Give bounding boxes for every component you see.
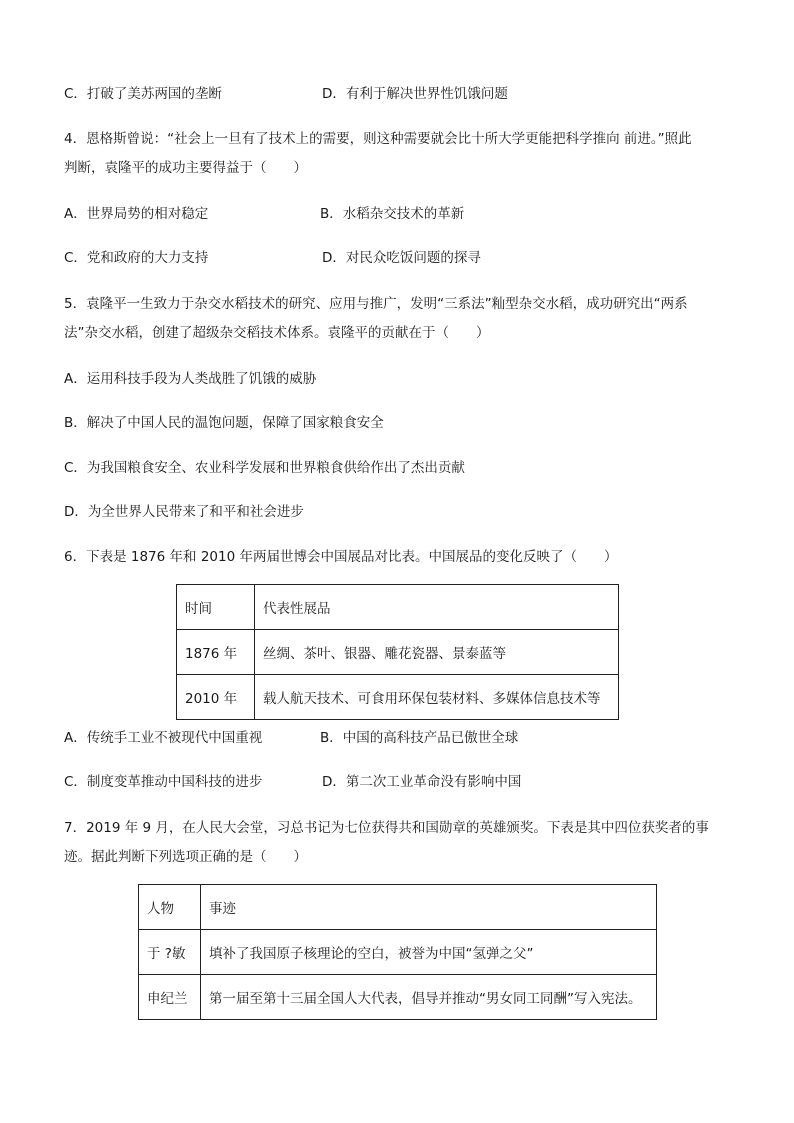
q6-option-c: C．制度变革推动中国科技的进步 <box>64 774 263 790</box>
table-cell: 丝绸、茶叶、银器、雕花瓷器、景泰蓝等 <box>255 630 619 675</box>
table-header-row <box>177 585 619 630</box>
q5-option-c: C．为我国粮食安全、农业科学发展和世界粮食供给作出了杰出贡献 <box>64 460 465 476</box>
q4-stem-line2: 判断，袁隆平的成功主要得益于（ ） <box>64 160 307 176</box>
q7-stem-line2: 迹。据此判断下列选项正确的是（ ） <box>64 849 307 865</box>
q6-table <box>176 584 619 720</box>
q7-stem-line1: 7．2019 年 9 月，在人民大会堂，习总书记为七位获得共和国勋章的英雄颁奖。下表是其中四位获奖者的事 <box>64 820 709 836</box>
q3-option-d: D．有利于解决世界性饥饿问题 <box>322 86 508 102</box>
q6-option-b: B．中国的高科技产品已傲世全球 <box>320 730 519 746</box>
table-row <box>139 975 657 1020</box>
q6-option-d: D．第二次工业革命没有影响中国 <box>322 774 522 790</box>
table-row <box>139 930 657 975</box>
table-cell: 2010 年 <box>177 675 255 720</box>
table-header-cell: 事迹 <box>201 885 657 930</box>
q4-option-d: D．对民众吃饭问题的探寻 <box>322 250 481 266</box>
q5-option-a: A．运用科技手段为人类战胜了饥饿的威胁 <box>64 371 317 387</box>
table-row <box>177 630 619 675</box>
table-header-cell: 代表性展品 <box>255 585 619 630</box>
table-header-cell: 时间 <box>177 585 255 630</box>
q5-option-d: D．为全世界人民带来了和平和社会进步 <box>64 504 304 520</box>
table-cell: 填补了我国原子核理论的空白，被誉为中国“氢弹之父” <box>201 930 657 975</box>
q5-stem-line2: 法”杂交水稻，创建了超级杂交稻技术体系。袁隆平的贡献在于（ ） <box>64 325 490 341</box>
table-cell: 于 ?敏 <box>139 930 201 975</box>
table-cell: 载人航天技术、可食用环保包装材料、多媒体信息技术等 <box>255 675 619 720</box>
q6-stem: 6．下表是 1876 年和 2010 年两届世博会中国展品对比表。中国展品的变化反映了（ ） <box>64 549 618 565</box>
q3-option-c: C．打破了美苏两国的垄断 <box>64 86 222 102</box>
table-row <box>177 675 619 720</box>
table-cell: 1876 年 <box>177 630 255 675</box>
q7-table <box>138 884 657 1020</box>
q4-stem-line1: 4．恩格斯曾说：“社会上一旦有了技术上的需要，则这种需要就会比十所大学更能把科学推向 前进。”照此 <box>64 131 692 147</box>
q6-option-a: A．传统手工业不被现代中国重视 <box>64 730 263 746</box>
q5-stem-line1: 5．袁隆平一生致力于杂交水稻技术的研究、应用与推广，发明“三系法”籼型杂交水稻，成功研究出“两系 <box>64 296 688 312</box>
table-header-row <box>139 885 657 930</box>
table-cell: 第一届至第十三届全国人大代表，倡导并推动“男女同工同酬”写入宪法。 <box>201 975 657 1020</box>
q5-option-b: B．解决了中国人民的温饱问题，保障了国家粮食安全 <box>64 415 384 431</box>
q4-option-c: C．党和政府的大力支持 <box>64 250 209 266</box>
table-cell: 申纪兰 <box>139 975 201 1020</box>
table-header-cell: 人物 <box>139 885 201 930</box>
q4-option-a: A．世界局势的相对稳定 <box>64 206 209 222</box>
q4-option-b: B．水稻杂交技术的革新 <box>320 206 465 222</box>
